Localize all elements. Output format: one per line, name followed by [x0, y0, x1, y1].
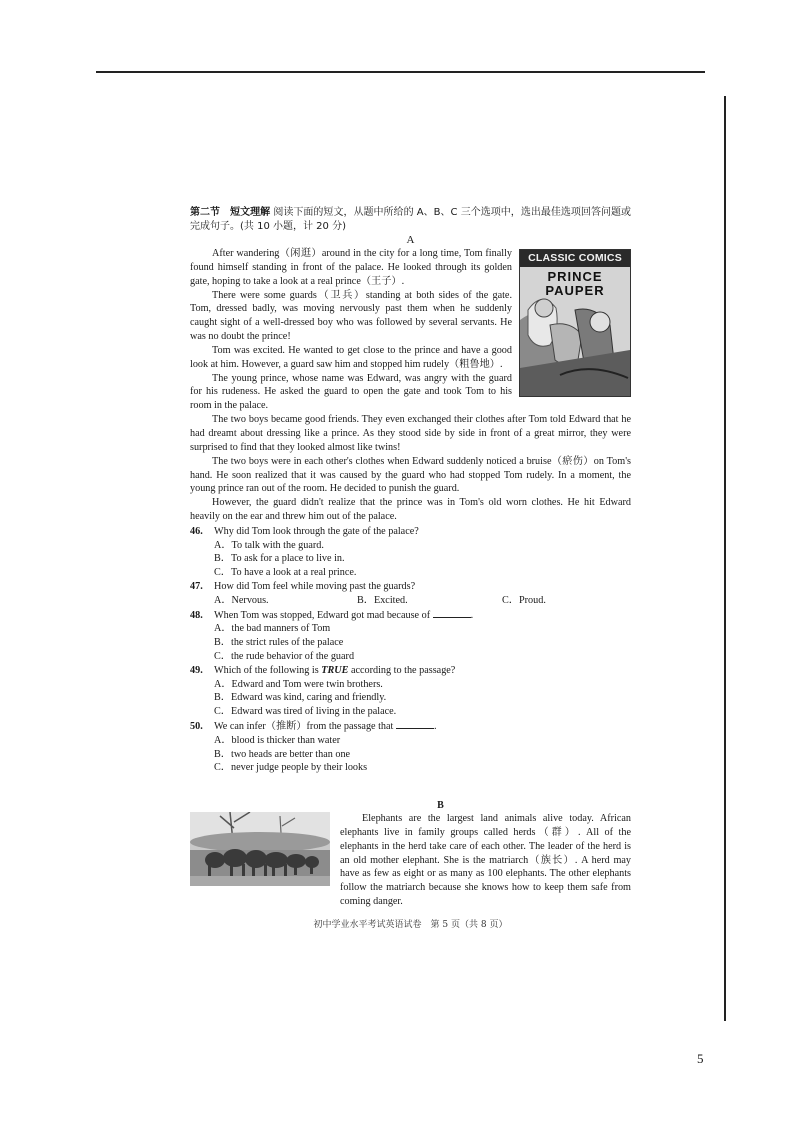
question-stem-end: according to the passage?	[350, 664, 456, 676]
option-b: B．two heads are better than one	[214, 748, 351, 760]
passage-a-paragraph-5: The two boys became good friends. They even exchanged their clothes after Tom told Edward that he had dreamt about dressing like a prince. As they stood side by side in front of a great mirror, they were surprised to find that they looked almost like twins!	[190, 414, 631, 453]
option-b: B．Edward was kind, caring and friendly.	[214, 692, 387, 704]
comic-subtitle-line2: PAUPER	[545, 283, 605, 298]
option-a: A．Nervous.	[214, 594, 269, 606]
passage-a-paragraph-3: Tom was excited. He wanted to get close to the prince and have a good look at him. However, a guard saw him and stopped him rudely（粗鲁地）.	[190, 344, 512, 370]
passage-a-paragraph-4: The young prince, whose name was Edward, was angry with the guard for his rudeness. He asked the guard to open the gate and took Tom to his room in the palace.	[190, 372, 512, 412]
question-stem: Why did Tom look through the gate of the palace?	[214, 525, 419, 537]
question-number: 46.	[190, 525, 203, 537]
passage-a-paragraph-1: After wandering（闲逛）around in the city for a long time, Tom finally found himself standing in front of the palace. He looked through its golden gate, hoping to take a look at a real prince（王子）.	[190, 248, 512, 287]
question-stem-end: .	[470, 609, 474, 621]
option-a: A．To talk with the guard.	[214, 539, 324, 551]
option-c: C．Edward was tired of living in the palace.	[214, 706, 397, 718]
option-b: B．To ask for a place to live in.	[214, 553, 345, 565]
comic-cover-image	[519, 249, 631, 397]
section-header	[190, 206, 631, 234]
question-number: 50.	[190, 721, 203, 733]
section-instruction: 阅读下面的短文，从题中所给的 A、B、C 三个选项中，选出最佳选项回答问题或完成句子。(共 10 小题，计 20 分)	[190, 207, 631, 232]
question-stem: How did Tom feel while moving past the guards?	[214, 581, 416, 593]
option-row	[190, 594, 631, 608]
page-number: 5	[697, 1051, 704, 1066]
question-46	[190, 525, 631, 580]
section-title: 第二节 短文理解	[190, 207, 271, 218]
comic-subtitle	[538, 270, 612, 298]
reading-section	[190, 206, 631, 775]
elephant-herd-illustration	[190, 812, 330, 886]
option-a: A．Edward and Tom were twin brothers.	[214, 678, 383, 690]
passage-b	[190, 800, 631, 909]
question-stem: We can infer（推断）from the passage that	[214, 721, 394, 733]
option-b: B．the strict rules of the palace	[214, 637, 344, 649]
question-stem: Which of the following is	[214, 664, 319, 676]
passage-b-text: Elephants are the largest land animals alive today. African elephants live in family groups called herds（群）. All of the elephants in the herd take care of each other. The leader of the herd is an old mother elephant. She is the matriarch（族长）. A herd may have as few as eight or as many as 100 elephants. The other elephants follow the matriarch because she knows how to keep them safe from coming danger.	[340, 813, 631, 908]
right-margin-rule	[724, 96, 726, 1021]
question-number: 47.	[190, 581, 203, 593]
elephant-herd-photo	[190, 812, 330, 886]
passage-a-paragraph-2: There were some guards（卫兵）standing at both sides of the gate. Tom, dressed badly, was moving nervously past them when he suddenly caught sight of a well-dressed boy who was followed by several servants. He was no doubt the prince!	[190, 289, 512, 343]
option-a: A．blood is thicker than water	[214, 734, 341, 746]
option-c: C．never judge people by their looks	[214, 762, 368, 774]
top-rule	[96, 71, 705, 73]
question-number: 49.	[190, 664, 203, 676]
question-list	[190, 525, 631, 775]
option-b: B．Excited.	[357, 594, 408, 606]
passage-a-paragraph-6: The two boys were in each other's clothes when Edward suddenly noticed a bruise（瘀伤）on Tom's hand. He soon realized that it was caused by the guard who had stopped Tom rudely. In a moment, the young prince ran out of the room. He decided to punish the guard.	[190, 455, 631, 495]
question-49	[190, 664, 631, 719]
question-number: 48.	[190, 609, 203, 621]
question-48	[190, 608, 631, 664]
option-c: C．To have a look at a real prince.	[214, 567, 357, 579]
question-stem-end: .	[433, 721, 437, 733]
passage-a-paragraph-7: However, the guard didn't realize that the prince was in Tom's old worn clothes. He hit Edward heavily on the ear and threw him out of the palace.	[190, 497, 631, 523]
comic-subtitle-line1: PRINCE	[547, 269, 603, 284]
option-c: C．Proud.	[502, 594, 546, 606]
answer-blank	[433, 608, 471, 618]
answer-blank	[396, 719, 434, 729]
question-50	[190, 719, 631, 775]
question-47	[190, 580, 631, 608]
passage-b-letter: B	[437, 800, 444, 811]
question-emphasis: TRUE	[321, 664, 349, 676]
option-c: C．the rude behavior of the guard	[214, 651, 355, 663]
passage-a-letter: A	[406, 234, 415, 246]
question-stem: When Tom was stopped, Edward got mad because of	[214, 609, 431, 621]
option-a: A．the bad manners of Tom	[214, 623, 331, 635]
page-footer: 初中学业水平考试英语试卷 第 5 页（共 8 页）	[313, 920, 508, 930]
comic-title: CLASSIC COMICS	[520, 250, 630, 267]
